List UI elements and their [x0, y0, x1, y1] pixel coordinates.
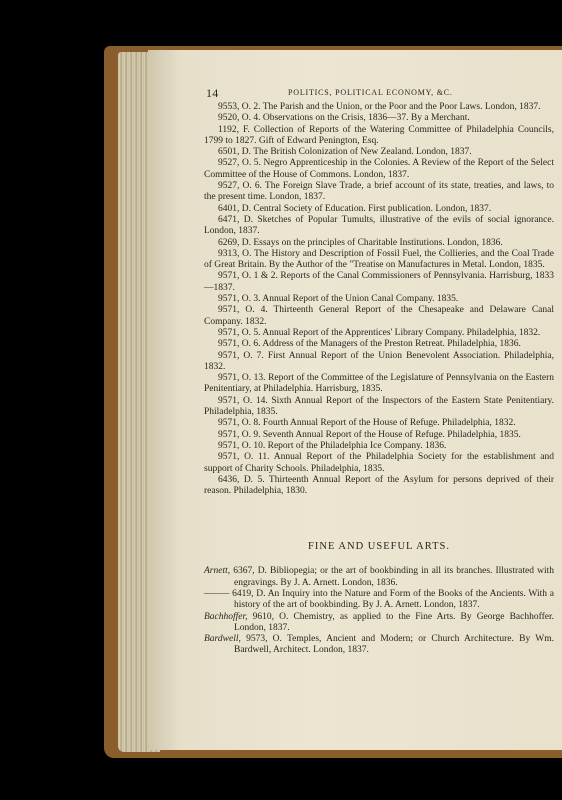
entry-author: Bachhoffer, — [204, 611, 248, 622]
entry-text: 9573, O. Temples, Ancient and Modern; or Church Architecture. By Wm. Bardwell, Architect. London, 1837. — [234, 634, 554, 656]
catalog-entry: 9527, O. 6. The Foreign Slave Trade, a brief account of its state, treaties, and laws, to the present time. London, 1837. — [204, 181, 554, 203]
entry-list — [204, 102, 554, 497]
entry-text: 6367, D. Bibliopegia; or the art of bookbinding in all its branches. Illustrated with engravings. By J. A. Arnett. London, 1836. — [230, 566, 554, 588]
catalog-entry — [204, 566, 554, 589]
catalog-entry — [204, 589, 554, 612]
catalog-entry: 9520, O. 4. Observations on the Crisis, 1836—37. By a Merchant. — [218, 113, 470, 124]
catalog-entry: 9571, O. 4. Thirteenth General Report of the Chesapeake and Delaware Canal Company. 1832. — [204, 305, 554, 327]
catalog-entry: 9571, O. 8. Fourth Annual Report of the House of Refuge. Philadelphia, 1832. — [218, 418, 516, 429]
catalog-entry: 9571, O. 11. Annual Report of the Philadelphia Society for the establishment and support of Charity Schools. Philadelphia, 1835. — [204, 452, 554, 474]
entry-author: Bardwell, — [204, 634, 241, 645]
section-title: FINE AND USEFUL ARTS. — [308, 541, 450, 553]
entry-author: ——— — [204, 588, 230, 599]
catalog-entry: 9527, O. 5. Negro Apprenticeship in the Colonies. A Review of the Report of the Select Committee of the House of Commons. London, 1837. — [204, 158, 554, 180]
catalog-entry: 9571, O. 9. Seventh Annual Report of the House of Refuge. Philadelphia, 1835. — [218, 429, 521, 440]
catalog-entry: 9571, O. 13. Report of the Committee of the Legislature of Pennsylvania on the Eastern Penitentiary, at Philadelphia. Harrisburg, 1835. — [204, 373, 554, 395]
page-header — [204, 86, 554, 102]
catalog-entry — [204, 612, 554, 635]
catalog-entry: 6471, D. Sketches of Popular Tumults, illustrative of the evils of social ignorance. London, 1837. — [204, 214, 554, 237]
text-block — [204, 86, 554, 657]
catalog-entry: 6436, D. 5. Thirteenth Annual Report of the Asylum for persons deprived of their reason. Philadelphia, 1830. — [204, 474, 554, 497]
catalog-entry: 9571, O. 7. First Annual Report of the Union Benevolent Association. Philadelphia, 1832. — [204, 350, 554, 372]
book-page — [148, 50, 562, 750]
catalog-entry: 9571, O. 14. Sixth Annual Report of the Inspectors of the Eastern State Penitentiary. Philadelphia, 1835. — [204, 395, 554, 418]
catalog-entry: 9571, O. 3. Annual Report of the Union Canal Company. 1835. — [218, 294, 459, 305]
catalog-entry: 1192, F. Collection of Reports of the Watering Committee of Philadelphia Councils, 1799 to 1827. Gift of Edward Penington, Esq. — [204, 124, 554, 146]
catalog-entry: 9571, O. 5. Annual Report of the Apprentices' Library Company. Philadelphia, 1832. — [218, 327, 541, 338]
catalog-entry: 6269, D. Essays on the principles of Charitable Institutions. London, 1836. — [218, 237, 503, 248]
catalog-entry: 9571, O. 10. Report of the Philadelphia Ice Company. 1836. — [218, 440, 447, 451]
catalog-entry: 9571, O. 6. Address of the Managers of the Preston Retreat. Philadelphia, 1836. — [218, 339, 521, 350]
entry-author: Arnett, — [204, 566, 231, 577]
running-title: POLITICS, POLITICAL ECONOMY, &C. — [288, 88, 453, 97]
catalog-entry — [204, 634, 554, 657]
catalog-entry: 6501, D. The British Colonization of New Zealand. London, 1837. — [218, 147, 472, 158]
section-entry-list — [204, 566, 554, 656]
entry-text: 9610, O. Chemistry, as applied to the Fine Arts. By George Bachhoffer. London, 1837. — [234, 611, 554, 633]
catalog-entry: 9571, O. 1 & 2. Reports of the Canal Commissioners of Pennsylvania. Harrisburg, 1833—1837. — [204, 271, 554, 293]
entry-text: 6419, D. An Inquiry into the Nature and Form of the Books of the Ancients. With a history of the art of bookbinding. By J. A. Arnett. London, 1837. — [229, 588, 554, 611]
catalog-entry: 9313, O. The History and Description of Fossil Fuel, the Collieries, and the Coal Trade of Great Britain. By the Author of the "Treatise on Manufactures in Metal. London, 1835. — [204, 248, 554, 271]
catalog-entry: 9553, O. 2. The Parish and the Union, or the Poor and the Poor Laws. London, 1837. — [218, 102, 541, 112]
catalog-entry: 6401, D. Central Society of Education. First publication. London, 1837. — [218, 203, 492, 214]
page-number: 14 — [206, 86, 219, 100]
